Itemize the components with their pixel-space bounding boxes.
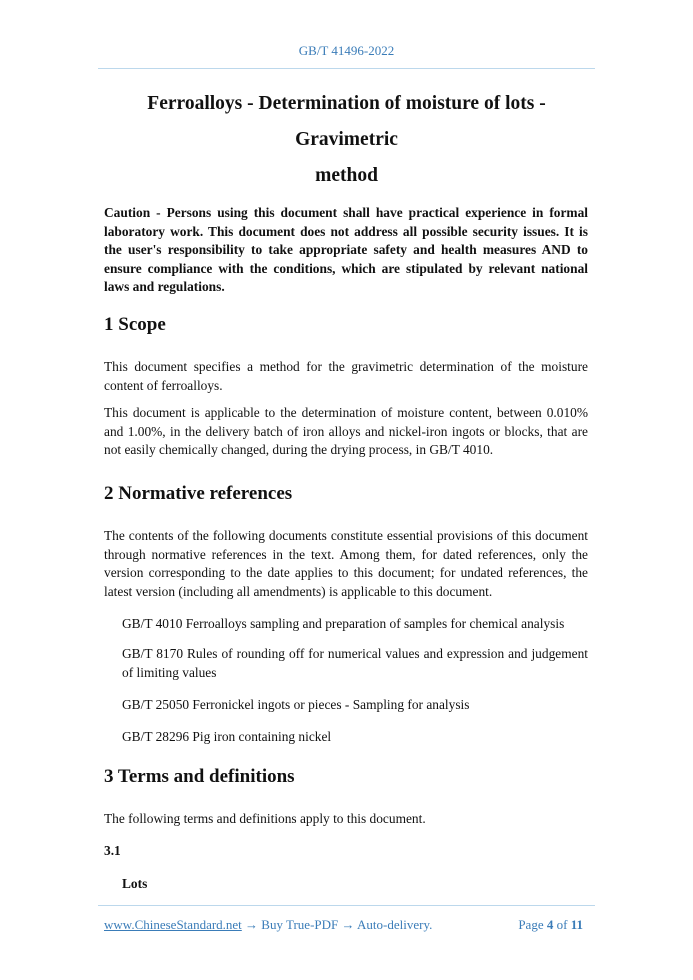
footer-auto: Auto-delivery. (357, 917, 433, 932)
reference-item: GB/T 8170 Rules of rounding off for numerical values and expression and judgement of limiting values (122, 646, 588, 680)
section-heading-normative: 2 Normative references (104, 483, 293, 504)
section-heading-scope: 1 Scope (104, 314, 166, 335)
footer-link[interactable]: www.ChineseStandard.net (104, 917, 242, 932)
normative-paragraph: The contents of the following documents constitute essential provisions of this document through normative references in the text. Among them, for dated references, only the version corresponding to the date applies to this document; for undated references, the latest version (including all amendments) is applicable to this document. (104, 528, 588, 599)
title-line-1: Ferroalloys - Determination of moisture of lots - Gravimetric (147, 93, 546, 150)
header-doc-id: GB/T 41496-2022 (298, 43, 395, 58)
reference-item: GB/T 4010 Ferroalloys sampling and preparation of samples for chemical analysis (122, 616, 565, 631)
term-name: Lots (122, 876, 148, 891)
title-line-2: method (315, 165, 378, 186)
caution-text: Caution - Persons using this document shall have practical experience in formal laboratory work. This document does not address all possible security issues. It is the user's responsibility to take appropriate safety and health measures AND to ensure compliance with the conditions, which are stipulated by relevant national laws and regulations. (104, 205, 588, 294)
page-number (518, 917, 583, 933)
reference-item: GB/T 25050 Ferronickel ingots or pieces - Sampling for analysis (122, 697, 470, 712)
clause-number: 3.1 (104, 843, 121, 858)
arrow-icon: → (341, 917, 355, 932)
scope-paragraph-1: This document specifies a method for the gravimetric determination of the moisture content of ferroalloys. (104, 359, 588, 393)
of-label: of (556, 917, 568, 932)
footer-rule (98, 905, 595, 906)
footer-buy: Buy True-PDF (261, 917, 339, 932)
scope-paragraph-2: This document is applicable to the determination of moisture content, between 0.010% and 1.00%, in the delivery batch of iron alloys and nickel-iron ingots or blocks, that are not easily chemically changed, during the drying process, in GB/T 4010. (104, 405, 588, 457)
current-page: 4 (546, 917, 554, 932)
reference-item: GB/T 28296 Pig iron containing nickel (122, 729, 332, 744)
arrow-icon: → (245, 917, 259, 932)
terms-paragraph: The following terms and definitions apply to this document. (104, 811, 426, 826)
header-rule (98, 68, 595, 69)
section-heading-terms: 3 Terms and definitions (104, 766, 295, 787)
page-label: Page (518, 917, 544, 932)
page-title (98, 86, 595, 194)
total-pages: 11 (570, 917, 583, 932)
footer-promo (104, 917, 432, 933)
